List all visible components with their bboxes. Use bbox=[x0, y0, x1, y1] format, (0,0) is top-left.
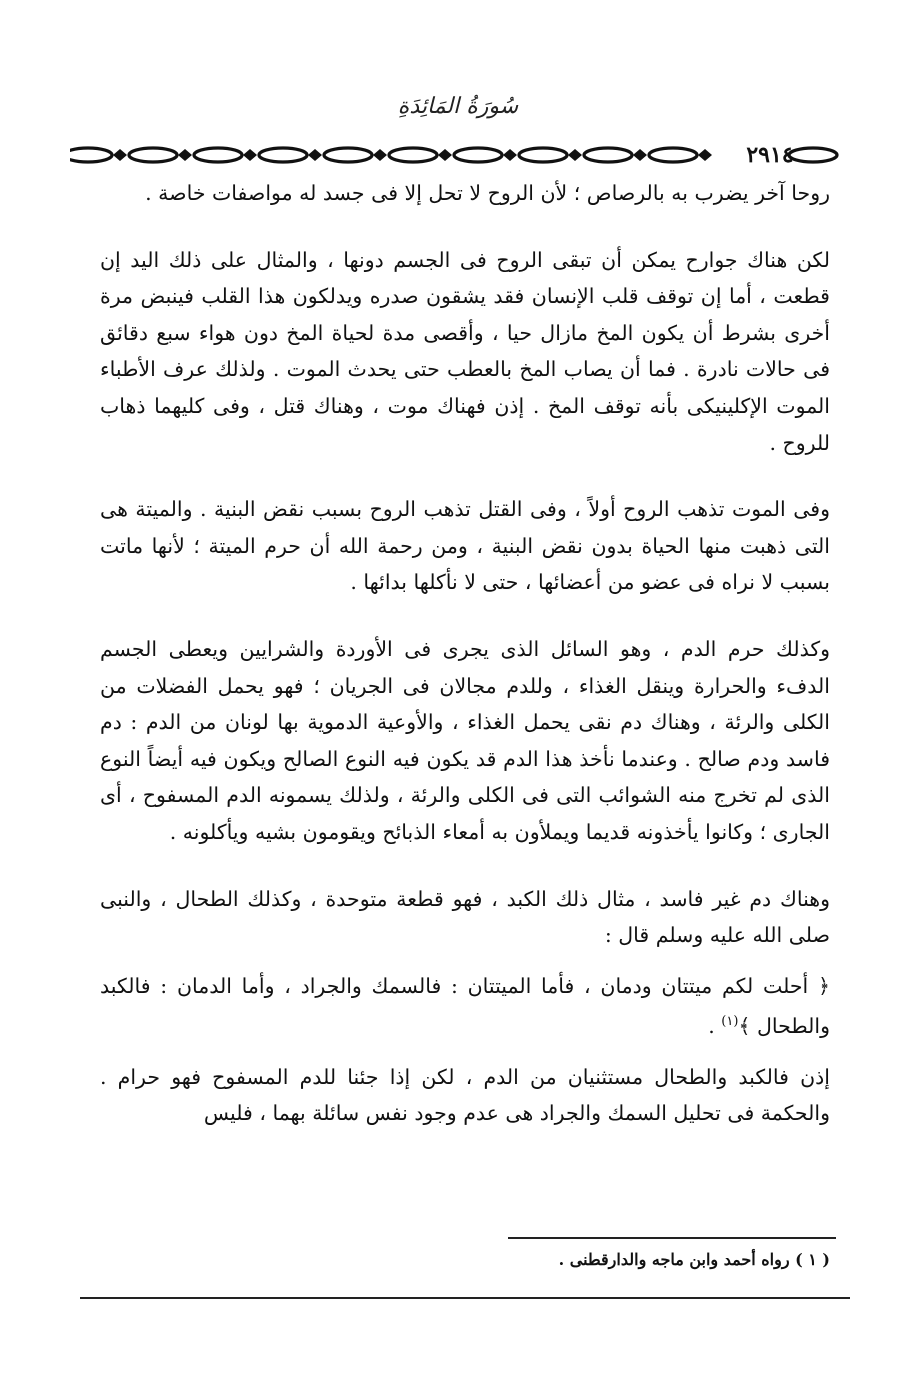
ornament-link bbox=[584, 148, 632, 162]
ornament-diamond bbox=[698, 149, 712, 161]
header-ornament-border bbox=[70, 140, 842, 170]
ornament-diamond bbox=[308, 149, 322, 161]
paragraph: لكن هناك جوارح يمكن أن تبقى الروح فى الجسم دونها ، والمثال على ذلك اليد إن قطعت ، أما إن توقف قلب الإنسان فقد يشقون صدره ويدلكون هذا القلب فينبض مرة أخرى بشرط أن يكون المخ مازال حيا ، وأقصى مدة لحياة المخ دون هواء سبع دقائق فى حالات نادرة . فما أن يصاب المخ بالعطب حتى يحدث الموت . ولذلك عرف الأطباء الموت الإكلينيكى بأنه توقف المخ . إذن فهناك موت ، وهناك قتل ، وفى كليهما ذهاب للروح . bbox=[100, 247, 830, 455]
hadith-quote-text: ﴿ أحلت لكم ميتتان ودمان ، فأما الميتتان : فالسمك والجراد ، وأما الدمان : فالكبد والطحال ﴾ bbox=[100, 973, 830, 1039]
paragraph: روحا آخر يضرب به بالرصاص ؛ لأن الروح لا تحل إلا فى جسد له مواصفات خاصة . bbox=[145, 181, 830, 205]
bottom-rule bbox=[80, 1297, 850, 1299]
ornament-link bbox=[324, 148, 372, 162]
surah-title: سُورَةُ المَائِدَةِ bbox=[397, 94, 519, 119]
ornament-link bbox=[70, 148, 112, 162]
paragraph: وكذلك حرم الدم ، وهو السائل الذى يجرى فى الأوردة والشرايين ويعطى الجسم الدفء والحرارة وينقل الغذاء ، وللدم مجالان فى الجريان ؛ فهو يحمل الفضلات من الكلى والرئة ، وهناك دم نقى يحمل الغذاء ، والأوعية الدموية بها لونان من الدم : دم فاسد ودم صالح . وعندما نأخذ هذا الدم قد يكون فيه النوع الصالح ويكون فيه أيضاً النوع الذى لم تخرج منه الشوائب التى فى الكلى والرئة ، ولذلك يسمونه الدم المسفوح ، أى الجارى ؛ وكانوا يأخذونه قديما ويملأون به أمعاء الذبائح ويقومون بشيه ويأكلونه . bbox=[100, 636, 830, 844]
main-text bbox=[100, 175, 830, 1132]
ornament-link bbox=[194, 148, 242, 162]
ornament-diamond bbox=[243, 149, 257, 161]
ornament-diamond bbox=[178, 149, 192, 161]
ornament-link bbox=[519, 148, 567, 162]
hadith-quote-end: . bbox=[708, 1014, 722, 1039]
ornament-diamond bbox=[373, 149, 387, 161]
ornament-link bbox=[129, 148, 177, 162]
ornament-diamond bbox=[113, 149, 127, 161]
paragraph: وفى الموت تذهب الروح أولاً ، وفى القتل تذهب الروح بسبب نقض البنية . والميتة هى التى ذهبت منها الحياة بدون نقض البنية ، ومن رحمة الله أن حرم الميتة ؛ لأنها ماتت بسبب لا نراه فى عضو من أعضائها ، حتى لا نأكلها بدائها . bbox=[100, 497, 830, 595]
ornament-diamond bbox=[633, 149, 647, 161]
footnote-marker: (١) bbox=[721, 1014, 739, 1030]
ornament-diamond bbox=[503, 149, 517, 161]
footnote-separator bbox=[508, 1237, 836, 1239]
ornament-link bbox=[454, 148, 502, 162]
ornament-link bbox=[259, 148, 307, 162]
ornament-diamond bbox=[568, 149, 582, 161]
footnote: ( ١ ) رواه أحمد وابن ماجه والدارقطنى . bbox=[558, 1250, 830, 1269]
ornament-link bbox=[649, 148, 697, 162]
page-number: ٢٩١٤ bbox=[746, 142, 794, 168]
paragraph: إذن فالكبد والطحال مستثنيان من الدم ، لكن إذا جئنا للدم المسفوح فهو حرام . والحكمة فى تحليل السمك والجراد هى عدم وجود نفس سائلة بهما ، فليس bbox=[100, 1064, 830, 1126]
hadith-quote bbox=[100, 968, 830, 1045]
ornament-link bbox=[389, 148, 437, 162]
paragraph: وهناك دم غير فاسد ، مثال ذلك الكبد ، فهو قطعة متوحدة ، وكذلك الطحال ، والنبى صلى الله عليه وسلم قال : bbox=[100, 886, 830, 948]
ornament-diamond bbox=[438, 149, 452, 161]
